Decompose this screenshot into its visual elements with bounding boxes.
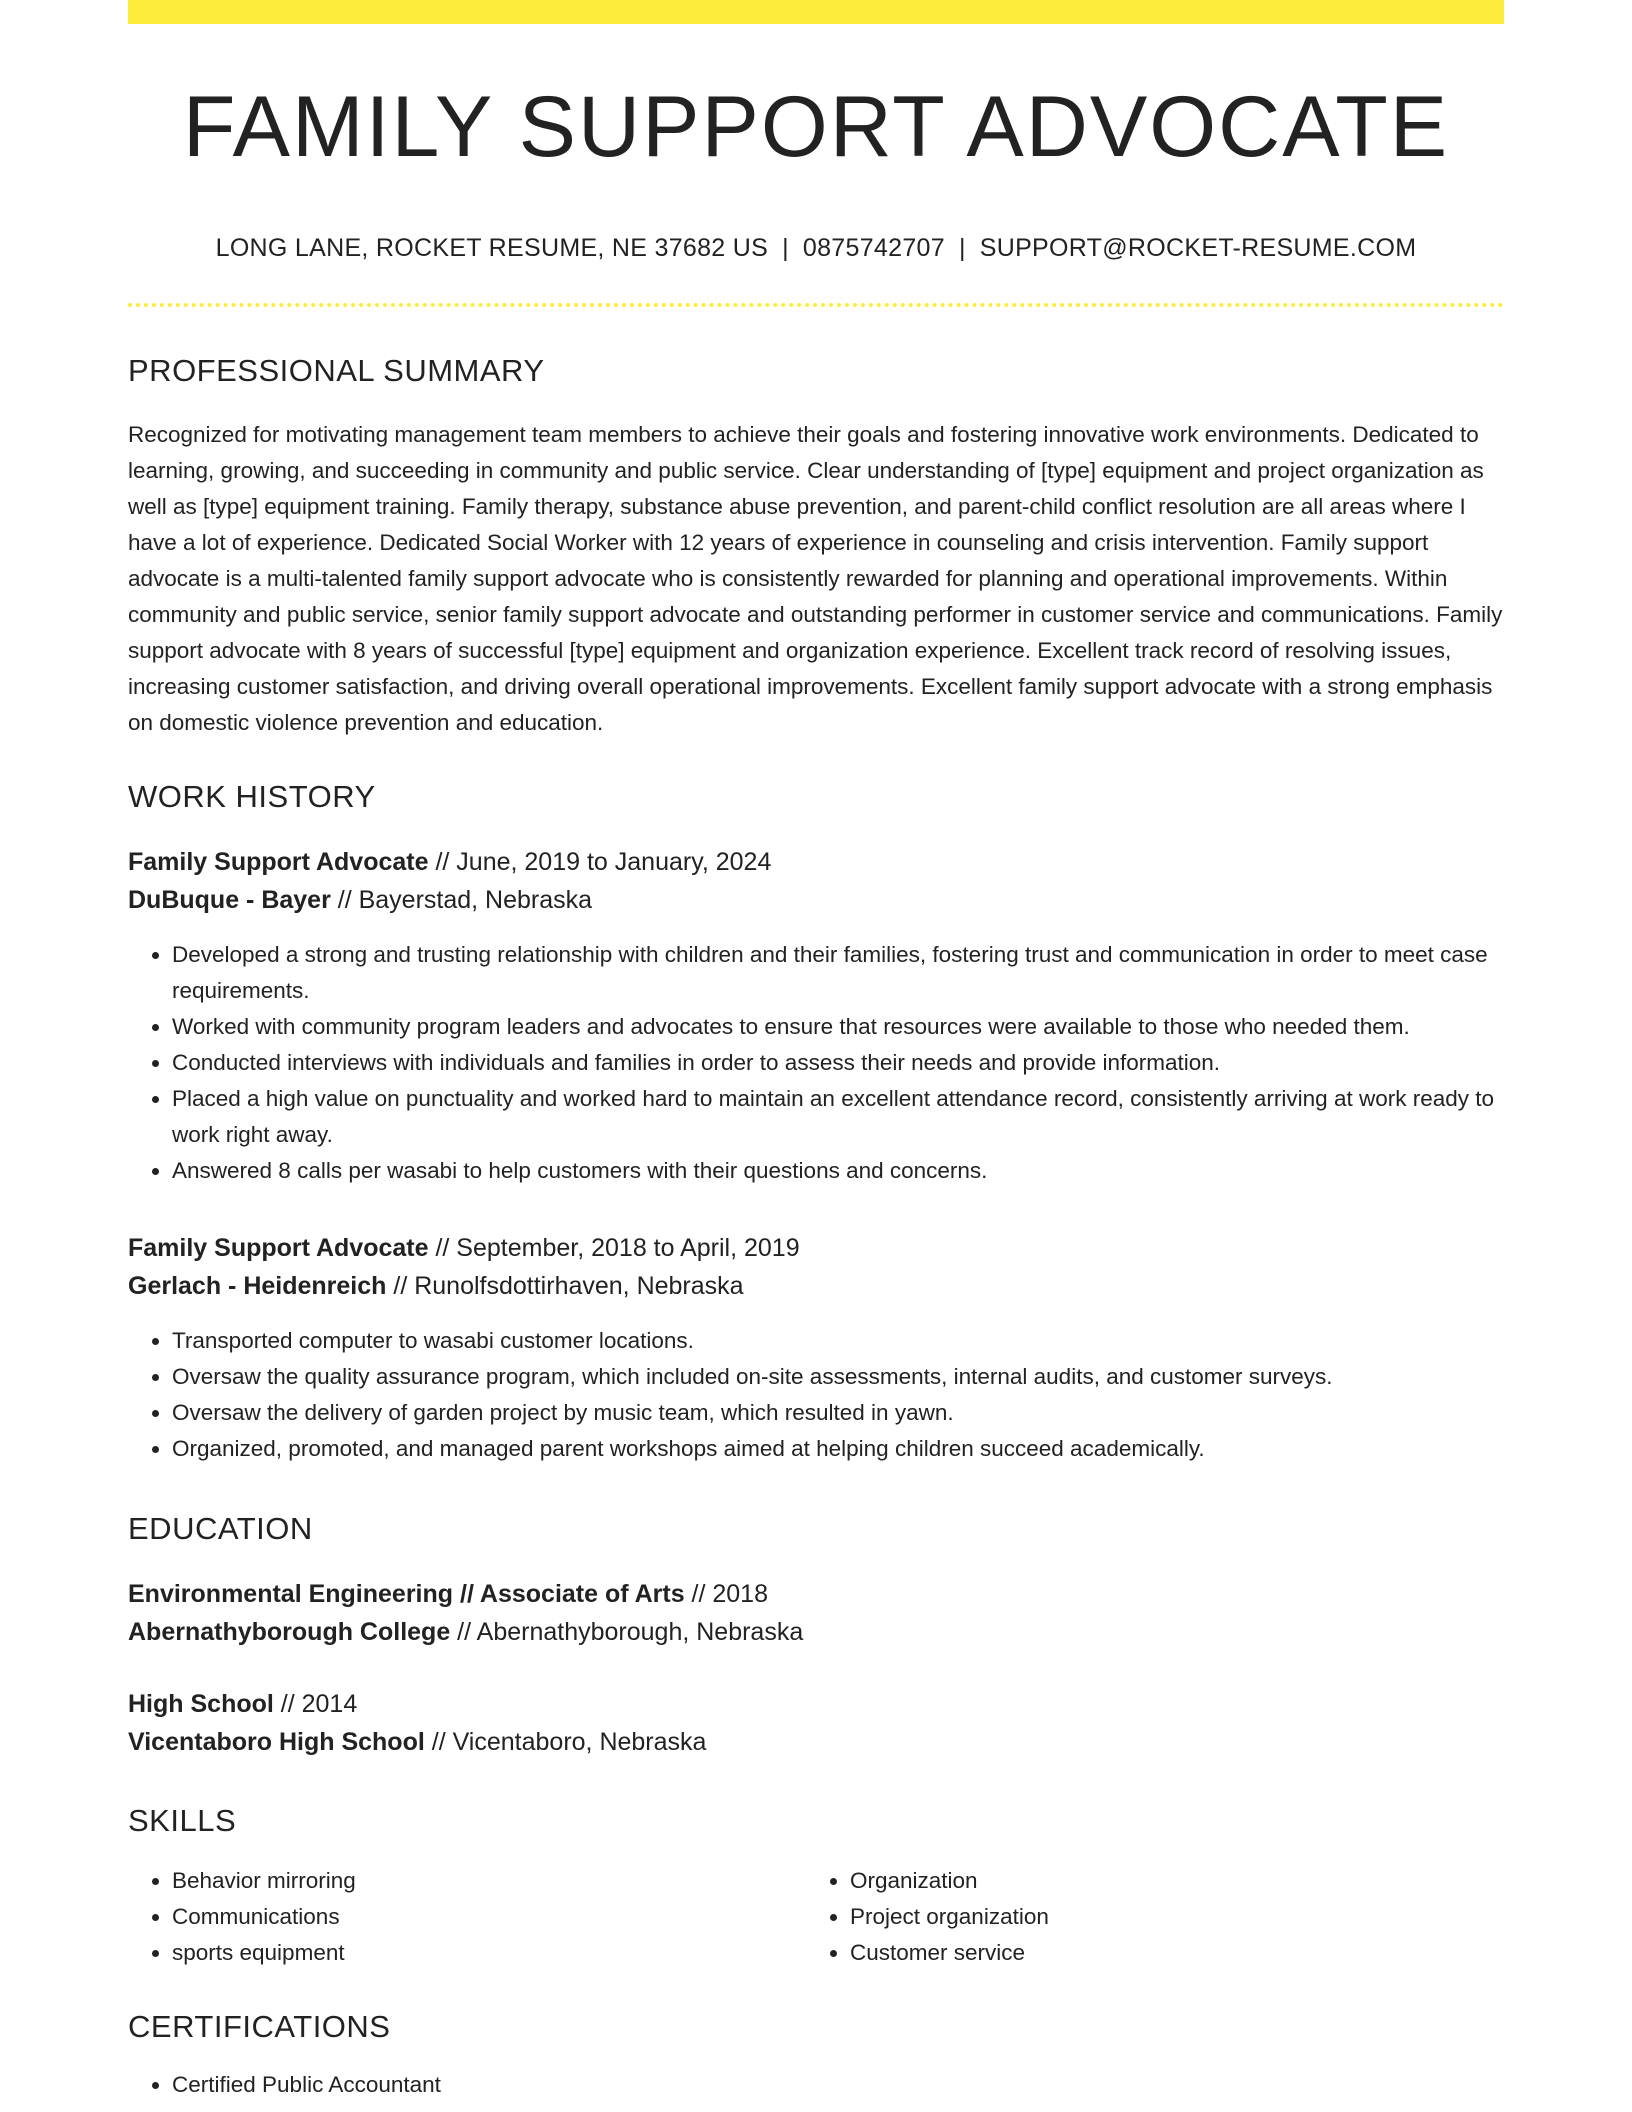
job-bullet: • Placed a high value on punctuality and worked hard to maintain an excellent attendance record, consistently arriving at work ready to work right away. xyxy=(172,1081,1504,1153)
job-entry xyxy=(128,1229,1504,1467)
section-divider xyxy=(128,303,1504,307)
education-year: // 2018 xyxy=(684,1580,768,1608)
job-bullet: • Oversaw the delivery of garden project by music team, which resulted in yawn. xyxy=(172,1395,1504,1431)
job-bullet: • Oversaw the quality assurance program, which included on-site assessments, internal audits, and customer surveys. xyxy=(172,1359,1504,1395)
certifications-list xyxy=(128,2067,1504,2103)
job-bullet: • Developed a strong and trusting relationship with children and their families, fostering trust and communication in order to meet case requirements. xyxy=(172,937,1504,1009)
resume-page xyxy=(128,0,1504,2103)
skills-column-left xyxy=(128,1863,806,1971)
skill-item: • Organization xyxy=(850,1863,1484,1899)
accent-bar xyxy=(128,0,1504,24)
contact-address: LONG LANE, ROCKET RESUME, NE 37682 US xyxy=(215,234,769,262)
skill-item: • Customer service xyxy=(850,1935,1484,1971)
education-location: // Vicentaboro, Nebraska xyxy=(424,1728,707,1756)
education-degree-line xyxy=(128,1685,1504,1723)
job-role: Family Support Advocate xyxy=(128,848,429,876)
summary-text: Recognized for motivating management team members to achieve their goals and fostering innovative work environments. Dedicated to learning, growing, and succeeding in community and public service. Clear understanding of [type] equipment and project organization as well as [type] equipment training. Family therapy, substance abuse prevention, and parent-child conflict resolution are all areas where I have a lot of experience. Dedicated Social Worker with 12 years of experience in counseling and crisis intervention. Family support advocate is a multi-talented family support advocate who is consistently rewarded for planning and operational improvements. Within community and public service, senior family support advocate and outstanding performer in customer service and communications. Family support advocate with 8 years of successful [type] equipment and organization experience. Excellent track record of resolving issues, increasing customer satisfaction, and driving overall operational improvements. Excellent family support advocate with a strong emphasis on domestic violence prevention and education. xyxy=(128,422,1503,735)
job-entry xyxy=(128,843,1504,1189)
skills-grid xyxy=(128,1863,1504,1971)
education-school-line xyxy=(128,1723,1504,1761)
contact-line xyxy=(128,234,1504,263)
skill-item: • Communications xyxy=(172,1899,806,1935)
job-bullet: • Organized, promoted, and managed parent workshops aimed at helping children succeed academically. xyxy=(172,1431,1504,1467)
education-school-line xyxy=(128,1613,1504,1651)
education-degree-line xyxy=(128,1575,1504,1613)
certification-item: • Certified Public Accountant xyxy=(172,2067,1504,2103)
job-location: // Runolfsdottirhaven, Nebraska xyxy=(386,1272,744,1300)
job-location: // Bayerstad, Nebraska xyxy=(330,886,593,914)
contact-phone: 0875742707 xyxy=(802,234,945,262)
skill-item: • sports equipment xyxy=(172,1935,806,1971)
work-history-heading: WORK HISTORY xyxy=(128,779,376,814)
job-dates: // September, 2018 to April, 2019 xyxy=(428,1234,800,1262)
job-bullets xyxy=(128,937,1504,1189)
contact-separator: | xyxy=(958,234,966,262)
job-company-line xyxy=(128,1267,1504,1305)
job-role: Family Support Advocate xyxy=(128,1234,429,1262)
candidate-name: FAMILY SUPPORT ADVOCATE xyxy=(182,79,1450,175)
job-bullets xyxy=(128,1323,1504,1467)
education-degree: High School xyxy=(128,1690,274,1718)
job-bullet: • Transported computer to wasabi customer locations. xyxy=(172,1323,1504,1359)
education-heading: EDUCATION xyxy=(128,1511,313,1546)
job-bullet: • Worked with community program leaders and advocates to ensure that resources were available to those who needed them. xyxy=(172,1009,1504,1045)
job-company: DuBuque - Bayer xyxy=(128,886,331,914)
job-bullet: • Conducted interviews with individuals and families in order to assess their needs and provide information. xyxy=(172,1045,1504,1081)
contact-separator: | xyxy=(782,234,789,262)
skill-item: • Project organization xyxy=(850,1899,1484,1935)
education-school: Abernathyborough College xyxy=(128,1618,451,1646)
skills-heading: SKILLS xyxy=(128,1803,237,1838)
skill-item: • Behavior mirroring xyxy=(172,1863,806,1899)
education-year: // 2014 xyxy=(273,1690,358,1718)
summary-heading: PROFESSIONAL SUMMARY xyxy=(128,353,545,388)
skills-column-right xyxy=(806,1863,1484,1971)
job-title-line xyxy=(128,843,1504,881)
job-title-line xyxy=(128,1229,1504,1267)
job-company-line xyxy=(128,881,1504,919)
education-entry xyxy=(128,1685,1504,1761)
job-dates: // June, 2019 to January, 2024 xyxy=(428,848,772,876)
education-location: // Abernathyborough, Nebraska xyxy=(450,1618,804,1646)
education-entry xyxy=(128,1575,1504,1651)
education-degree: Environmental Engineering // Associate of Arts xyxy=(128,1580,685,1608)
job-company: Gerlach - Heidenreich xyxy=(128,1272,387,1300)
job-bullet: • Answered 8 calls per wasabi to help customers with their questions and concerns. xyxy=(172,1153,1504,1189)
contact-email: SUPPORT@ROCKET-RESUME.COM xyxy=(979,234,1417,262)
certifications-heading: CERTIFICATIONS xyxy=(128,2009,391,2044)
education-school: Vicentaboro High School xyxy=(128,1728,425,1756)
